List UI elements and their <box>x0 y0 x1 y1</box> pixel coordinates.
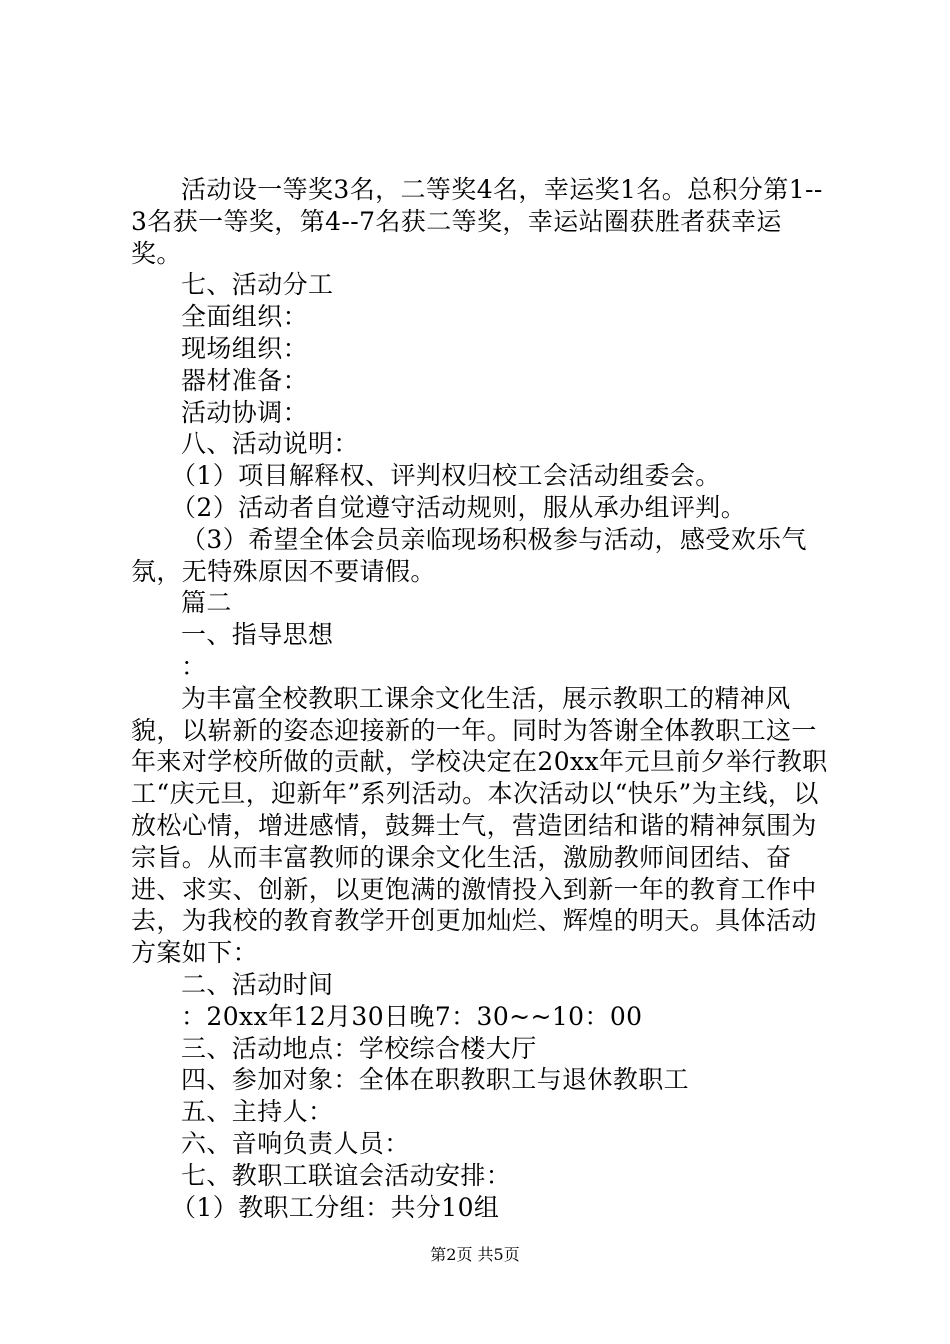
heading-activity-time: 二、活动时间 <box>181 969 334 999</box>
line-activity-location: 三、活动地点：学校综合楼大厅 <box>181 1033 537 1063</box>
line-activity-time-value: ：20xx年12月30日晚7：30~~10：00 <box>181 1001 643 1031</box>
heading-guiding-ideology: 一、指导思想 <box>181 620 334 650</box>
note-item-2: （2）活动者自觉遵守活动规则，服从承办组评判。 <box>171 492 747 522</box>
line-host: 五、主持人： <box>181 1097 334 1127</box>
line-participants: 四、参加对象：全体在职教职工与退休教职工 <box>181 1065 690 1095</box>
line-activity-coordination: 活动协调： <box>181 397 309 427</box>
heading-division-of-work: 七、活动分工 <box>181 270 334 300</box>
heading-party-arrangement: 七、教职工联谊会活动安排： <box>181 1160 512 1190</box>
line-staff-grouping: （1）教职工分组：共分10组 <box>171 1192 500 1222</box>
colon-line: ： <box>181 651 207 681</box>
paragraph-guiding-ideology: 为丰富全校教职工课余文化生活，展示教职工的精神风貌，以崭新的姿态迎接新的一年。同时为答谢全体教职工这一年来对学校所做的贡献，学校决定在20xx年元旦前夕举行教职工“庆元旦，迎新年”系列活动。本次活动以“快乐”为主线，以放松心情，增进感情，鼓舞士气，营造团结和谐的精神氛围为宗旨。从而丰富教师的课余文化生活，激励教师间团结、奋进、求实、创新，以更饱满的激情投入到新一年的教育工作中去，为我校的教育教学开创更加灿烂、辉煌的明天。具体活动方案如下： <box>131 683 828 968</box>
line-sound-staff: 六、音响负责人员： <box>181 1128 410 1158</box>
line-onsite-organization: 现场组织： <box>181 333 309 363</box>
note-item-1: （1）项目解释权、评判权归校工会活动组委会。 <box>171 461 721 491</box>
section-title-part-two: 篇二 <box>181 588 232 618</box>
document-body <box>131 174 831 1223</box>
line-equipment-preparation: 器材准备： <box>181 365 309 395</box>
heading-activity-notes: 八、活动说明： <box>181 429 359 459</box>
page-footer: 第2页 共5页 <box>430 1245 520 1264</box>
note-item-3: （3）希望全体会员亲临现场积极参与活动，感受欢乐气氛，无特殊原因不要请假。 <box>131 524 807 586</box>
paragraph-awards: 活动设一等奖3名，二等奖4名，幸运奖1名。总积分第1--3名获一等奖，第4--7名获二等奖，幸运站圈获胜者获幸运奖。 <box>131 175 823 268</box>
line-overall-organization: 全面组织： <box>181 302 309 332</box>
